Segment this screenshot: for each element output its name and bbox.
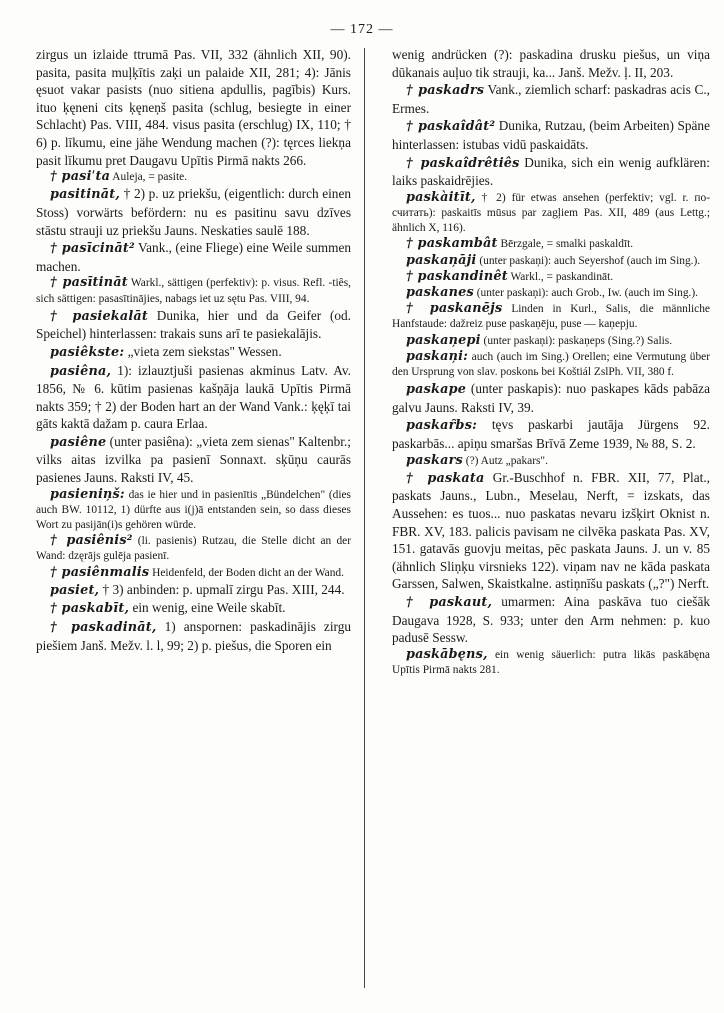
dictionary-entry bbox=[36, 362, 351, 433]
entry-text: Bērzgale, = smalki paskaldīt. bbox=[497, 238, 634, 251]
entry-text: umarmen: Aina paskāva tuo ciešāk Daugava 1928, S. 933; unter den Arm nehmen: p. kuo padusē Sessw. bbox=[392, 593, 710, 646]
entry-text: Vank., ziemlich scharf: paskadras acis C., Ermes. bbox=[392, 82, 710, 116]
left-column bbox=[36, 46, 351, 654]
dictionary-entry bbox=[392, 236, 710, 252]
entry-headword: † pasītināt bbox=[50, 275, 128, 291]
entry-text: tęvs paskarbi jautāja Jürgens 92. paskarbās... apiņu smaršas Brīvā Zeme 1939, № 88, S. 2. bbox=[392, 417, 710, 451]
dictionary-entry bbox=[36, 581, 351, 600]
entry-text: ein wenig säuerlich: putra likās paskābęna Upītis Pirmā nakts 281. bbox=[392, 648, 710, 676]
entry-headword: † paskata bbox=[406, 470, 485, 486]
dictionary-entry bbox=[36, 46, 351, 169]
dictionary-entry bbox=[392, 81, 710, 117]
dictionary-entry bbox=[392, 190, 710, 237]
entry-headword: pasiêkste: bbox=[50, 344, 125, 360]
dictionary-entry bbox=[392, 285, 710, 301]
entry-headword: † pasiekalāt bbox=[50, 308, 149, 324]
dictionary-entry bbox=[36, 169, 351, 185]
entry-headword: † pasīcināt² bbox=[50, 241, 135, 257]
entry-text: † 2) p. uz priekšu, (eigentlich: durch einen Stoss) vorwärts befördern: nu es pasitinu savu dzīves stāstu strauji uz priekšu Jauns. Neskaties saulē 188. bbox=[36, 186, 351, 238]
dictionary-entry bbox=[392, 593, 710, 647]
entry-text: (?) Autz „pakars". bbox=[462, 454, 548, 467]
right-column bbox=[392, 46, 710, 678]
entry-text: Warkl., sättigen (perfektiv): p. visus. Refl. -tiês, sich sättigen: pasasītinājies, nabags iet uz sętu Pas. VIII, 94. bbox=[36, 277, 351, 305]
entry-text: zirgus un izlaide ttrumā Pas. VII, 332 (ähnlich XII, 90). pasita, pasita muļķītis zaķi un palaide XII, 281; 4): Jānis ęsuot vakar pasists (nuo sitiena apdullis, pagībis) Kurs. ituo ķęneni cits ķęneņš pasita (schlug, besiegte in einer Schlacht) Pas. VIII, 484. visus pasita (erschlug) IX, 110; † 6) p. līkumu, eine jähe Wendung machen (?): tęrces liekņa pasit līkumu pret Daugavu Upītis Pirmā nakts 266. bbox=[36, 47, 351, 168]
dictionary-entry bbox=[392, 349, 710, 380]
entry-headword: paskars bbox=[406, 452, 463, 468]
entry-text: (li. pasienis) Rutzau, die Stelle dicht an der Wand: dzęrājs gulēja pasienī. bbox=[36, 535, 351, 563]
dictionary-entry bbox=[392, 416, 710, 452]
entry-text: (unter paskapis): nuo paskapes kāds pabāza galvu Jauns. Raksti IV, 39. bbox=[392, 381, 710, 415]
dictionary-entry bbox=[392, 46, 710, 81]
entry-headword: paskaņepi bbox=[406, 332, 481, 348]
entry-headword: † paskabīt, bbox=[50, 601, 130, 617]
entry-text: Gr.-Buschhof n. FBR. XII, 77, Plat., paskats Jauns., Lubn., Meselau, Nerft, = izskats, das Aussehen: es tuos... nuo paskatas nevaru izšķirt Oknist n. FBR. XV, 183. palicis pavisam ne cilvēka paskata Pas. XV, 151. gatavās guovju meitas, pēc paskata Jauns. J. un v. 85 (ähnlich Sliņķu virsnieks 122). viņam nav ne kāda paskata Garssen, Salwen, Skaistkalne. astiņnīšu paskats („?") Nerft. bbox=[392, 469, 710, 592]
entry-text: Auleja, = pasite. bbox=[110, 171, 188, 184]
entry-headword: paskābęns, bbox=[406, 646, 488, 662]
dictionary-entry bbox=[36, 433, 351, 487]
entry-headword: † pasiênmalis bbox=[50, 564, 150, 580]
entry-text: (unter paskaņi): auch Seyershof (auch im Sing.). bbox=[476, 254, 701, 267]
dictionary-entry bbox=[392, 469, 710, 593]
entry-text: auch (auch im Sing.) Orellen; eine Vermutung über den Ursprung von slav. poskonь bei Koštiál ZslPh. VII, 380 f. bbox=[392, 350, 710, 378]
entry-text: ein wenig, eine Weile skabīt. bbox=[129, 600, 286, 616]
entry-text: 1) anspornen: paskadinājis zirgu piešiem Janš. Mežv. l. l, 99; 2) p. piešus, die Sporen ein bbox=[36, 619, 352, 653]
entry-headword: † paskadrs bbox=[406, 83, 485, 99]
entry-headword: paskanes bbox=[406, 284, 474, 300]
dictionary-entry bbox=[392, 301, 710, 332]
entry-headword: pasiet, bbox=[50, 582, 100, 598]
dictionary-entry bbox=[392, 117, 710, 153]
entry-headword: paskaņāji bbox=[406, 252, 477, 268]
entry-headword: † paskanējs bbox=[406, 301, 503, 317]
dictionary-entry bbox=[392, 453, 710, 469]
dictionary-entry bbox=[36, 275, 351, 306]
dictionary-entry bbox=[392, 333, 710, 349]
entry-text: das ie hier und in pasienītis „Bündelchen" (dies auch BW. 10112, 1) dürfte aus i(j)ā entstanden sein, so dass dieses Wort zu pasijān(i)s gehören würde. bbox=[36, 488, 351, 532]
entry-headword: pasitināt, bbox=[50, 187, 121, 203]
entry-headword: † pasiênis² bbox=[50, 533, 133, 549]
entry-text: Warkl., = paskandināt. bbox=[507, 270, 614, 283]
entry-text: Dunika, Rutzau, (beim Arbeiten) Späne hinterlassen: istubas vidū paskaidāts. bbox=[392, 118, 710, 152]
entry-headword: paskape bbox=[406, 382, 467, 398]
entry-text: † 3) anbinden: p. upmalī zirgu Pas. XIII, 244. bbox=[99, 581, 345, 597]
dictionary-entry bbox=[36, 533, 351, 564]
entry-text: (unter paskaņi): paskaņeps (Sing.?) Salis. bbox=[480, 334, 673, 347]
entry-headword: † paskandinêt bbox=[406, 268, 508, 284]
entry-text: wenig andrücken (?): paskadina drusku piešus, un viņa dūkanais auļuo tik strauji, ka... Janš. Mežv. ļ. II, 203. bbox=[392, 47, 710, 80]
entry-headword: † paskaîdât² bbox=[406, 119, 496, 135]
entry-headword: paskaņi: bbox=[406, 348, 469, 364]
entry-text: Vank., (eine Fliege) eine Weile summen machen. bbox=[36, 240, 351, 274]
entry-text: Dunika, sich ein wenig aufklären: laiks paskaidrējies. bbox=[392, 154, 710, 189]
dictionary-entry bbox=[36, 343, 351, 362]
entry-text: † 2) für etwas ansehen (perfektiv; vgl. r. по-считать): paskaitīs mūsus par zagļiem Pas. XII, 489 (aus Lettg.; ähnlich X, 116). bbox=[392, 191, 710, 235]
dictionary-entry bbox=[36, 599, 351, 618]
dictionary-entry bbox=[36, 565, 351, 581]
entry-headword: † paskadināt, bbox=[50, 620, 157, 636]
entry-headword: pasiêna, bbox=[50, 363, 112, 379]
dictionary-entry bbox=[36, 618, 351, 654]
entry-text: (unter paskaņi): auch Grob., Iw. (auch im Sing.). bbox=[473, 286, 699, 299]
entry-headword: paskàitīt, bbox=[406, 189, 476, 205]
column-divider bbox=[364, 48, 365, 988]
dictionary-entry bbox=[36, 307, 351, 343]
entry-text: Dunika, hier und da Geifer (od. Speichel) hinterlassen: trakais suns arī te pasiekalājis. bbox=[36, 307, 351, 342]
entry-headword: † paskambât bbox=[406, 236, 498, 252]
entry-text: (unter pasiêna): „vieta zem sienas" Kaltenbr.; vilks aitas izvilka pa pasienī Sonnaxt. sķūņu caurās pasienes Jauns. Raksti IV, 45. bbox=[36, 433, 351, 486]
dictionary-entry bbox=[36, 185, 351, 239]
entry-headword: paskaȓbs: bbox=[406, 418, 478, 434]
entry-text: Heidenfeld, der Boden dicht an der Wand. bbox=[149, 566, 344, 579]
entry-headword: pasieniņš: bbox=[50, 486, 125, 502]
dictionary-entry bbox=[392, 647, 710, 678]
entry-headword: † paskaut, bbox=[406, 594, 493, 610]
dictionary-entry bbox=[392, 154, 710, 190]
entry-headword: † pasiˈta bbox=[50, 169, 111, 185]
entry-headword: † paskaîdrêtiês bbox=[406, 155, 520, 171]
dictionary-entry bbox=[392, 380, 710, 416]
page-number: — 172 — bbox=[330, 22, 394, 37]
dictionary-entry bbox=[36, 239, 351, 275]
dictionary-entry bbox=[392, 253, 710, 269]
entry-text: Linden in Kurl., Salis, die männliche Hanfstaude: dažreiz puse paskaņēju, puse — kaņepju. bbox=[392, 303, 710, 331]
dictionary-entry bbox=[36, 487, 351, 534]
entry-headword: pasiêne bbox=[50, 434, 107, 450]
dictionary-entry bbox=[392, 269, 710, 285]
entry-text: „vieta zem siekstas" Wessen. bbox=[124, 343, 282, 359]
entry-text: 1): izlauztjuši pasienas akminus Latv. Av. 1856, № 6. kūtim pasienas kašņāja laukā Upītis Pirmā nakts 359; † 2) der Boden hart an der Wand Vank.: ķęķī tai gāts kaktā dažam p. caura Erlaa. bbox=[36, 362, 351, 432]
